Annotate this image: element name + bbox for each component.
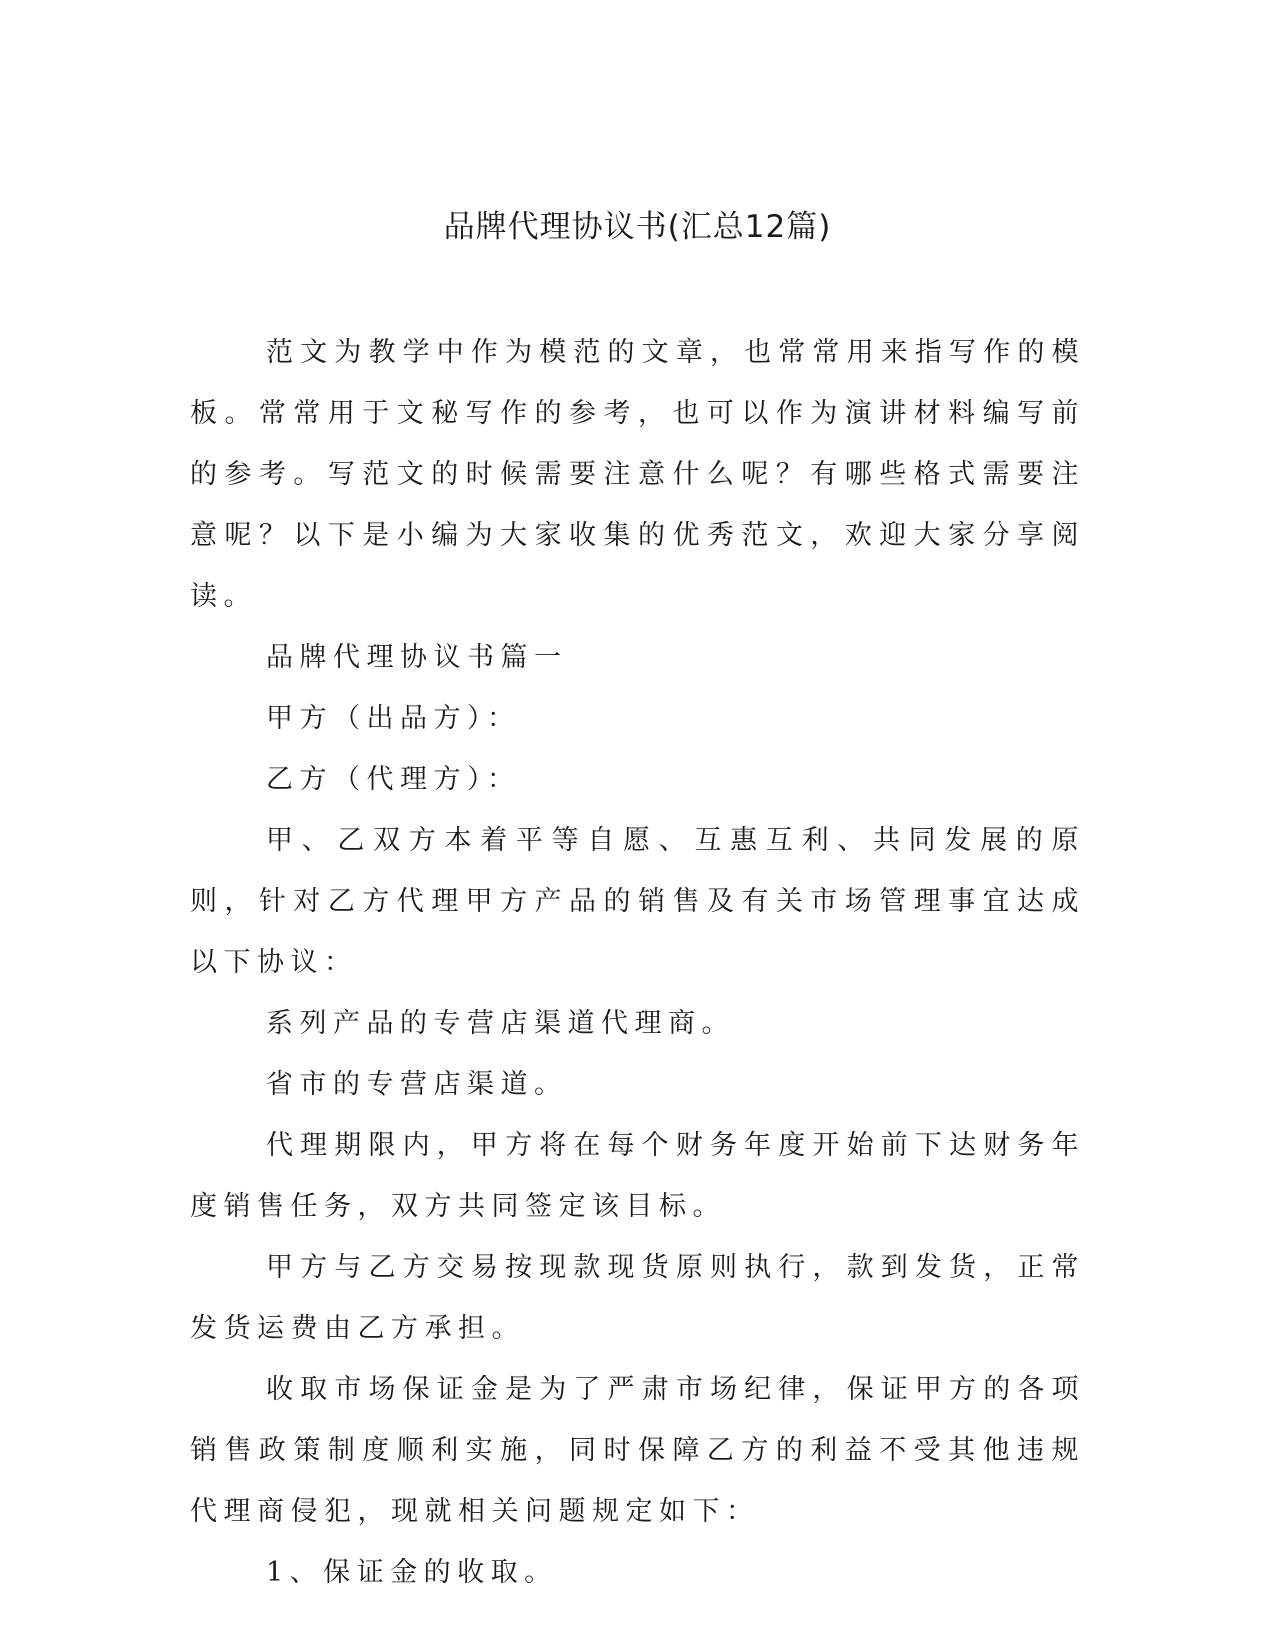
paragraph-term: 代理期限内，甲方将在每个财务年度开始前下达财务年度销售任务，双方共同签定该目标。 [190,1130,1085,1222]
paragraph-product: 系列产品的专营店渠道代理商。 [266,1008,735,1039]
section-heading: 品牌代理协议书篇一 [266,642,568,673]
paragraph-intro: 范文为教学中作为模范的文章，也常常用来指写作的模板。常常用于文秘写作的参考，也可以作为演讲材料编写前的参考。写范文的时候需要注意什么呢？有哪些格式需要注意呢？以下是小编为大家收集的优秀范文，欢迎大家分享阅读。 [190,337,1085,612]
party-a-line: 甲方（出品方）： [266,703,521,734]
document-body [190,322,1085,1603]
paragraph-deposit: 收取市场保证金是为了严肃市场纪律，保证甲方的各项销售政策制度顺利实施，同时保障乙方的利益不受其他违规代理商侵犯，现就相关问题规定如下： [190,1374,1085,1527]
paragraph-region: 省市的专营店渠道。 [266,1069,568,1100]
paragraph-payment: 甲方与乙方交易按现款现货原则执行，款到发货，正常发货运费由乙方承担。 [190,1252,1085,1344]
party-b-line: 乙方（代理方）： [266,764,521,795]
paragraph-agreement: 甲、乙双方本着平等自愿、互惠互利、共同发展的原则，针对乙方代理甲方产品的销售及有关市场管理事宜达成以下协议： [190,825,1085,978]
list-item-deposit-collection: 1、保证金的收取。 [266,1557,558,1588]
document-title: 品牌代理协议书(汇总12篇) [443,209,832,245]
